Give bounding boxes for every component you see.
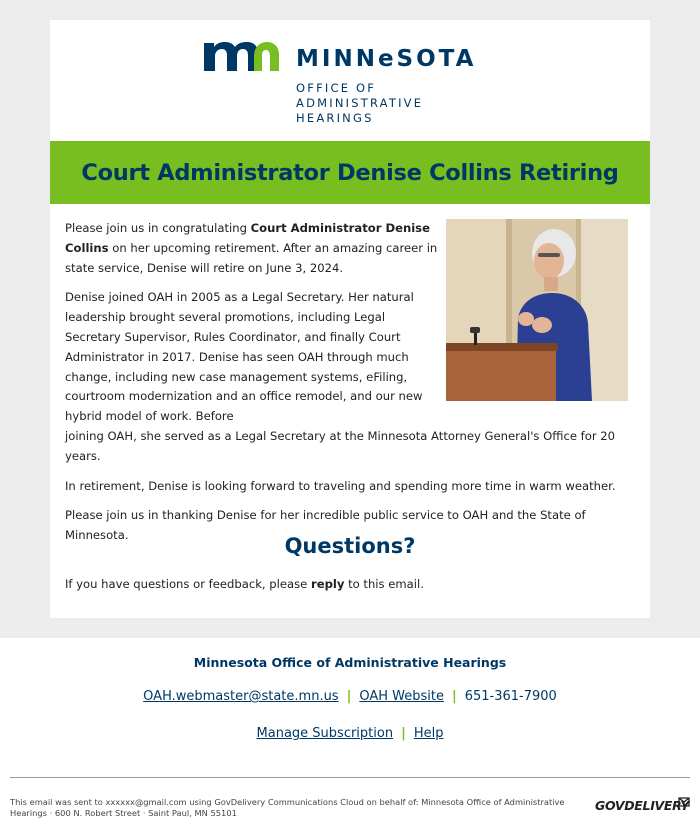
- footer-divider: [10, 777, 690, 778]
- paragraph-thanks: Please join us in thanking Denise for her incredible public service to OAH and the State of Minnesota.: [65, 508, 586, 543]
- questions-text-start: If you have questions or feedback, please: [65, 577, 311, 591]
- manage-subscription-link[interactable]: Manage Subscription: [256, 726, 394, 741]
- govdelivery-logo[interactable]: GOVDELIVERY: [595, 798, 690, 813]
- mn-logo[interactable]: [50, 20, 650, 141]
- logo-subtitle: [296, 81, 423, 126]
- questions-text-end: to this email.: [344, 577, 424, 591]
- paragraph-career: [65, 288, 637, 466]
- logo-sub-line: ADMINISTRATIVE: [296, 96, 424, 110]
- website-link[interactable]: OAH Website: [359, 689, 444, 704]
- career-text-wrapped: Denise joined OAH in 2005 as a Legal Secretary. Her natural leadership brought several promotions, including Legal Secretary Supervisor, Rules Coordinator, and finally Court Administrator in 2017. Denise has seen OAH through much change, including new case management systems, eFiling, courtroom modernization and an office remodel, and our new hybrid model of work. Before: [65, 290, 423, 424]
- email-card: [50, 20, 650, 618]
- logo-sub-line: OFFICE OF: [296, 81, 377, 95]
- page-title: Court Administrator Denise Collins Retiring: [81, 159, 619, 186]
- footer-subscription-links: [0, 726, 700, 741]
- intro-text-end: on her upcoming retirement. After an amazing career in state service, Denise will retire on June 3, 2024.: [65, 240, 438, 275]
- intro-text: Please join us in congratulating: [65, 221, 251, 235]
- paragraph-intro: [65, 219, 441, 278]
- title-banner: [50, 141, 650, 204]
- article-body: [65, 219, 637, 556]
- email-link[interactable]: OAH.webmaster@state.mn.us: [143, 689, 339, 704]
- questions-heading: Questions?: [284, 534, 416, 558]
- help-link[interactable]: Help: [413, 726, 444, 741]
- questions-text: [65, 575, 625, 593]
- footer-disclaimer: This email was sent to xxxxxx@gmail.com using GovDelivery Communications Cloud on behalf of: Minnesota Office of Administrative Hearings · 600 N. Robert Street · Saint Paul, MN 55101: [10, 797, 565, 818]
- separator: |: [451, 689, 457, 704]
- footer: [0, 638, 700, 830]
- phone-number: 651-361-7900: [464, 689, 557, 704]
- logo-title: MINNeSOTA: [296, 46, 477, 72]
- questions-reply-word: reply: [310, 577, 345, 591]
- separator: |: [346, 689, 352, 704]
- intro-bold-name: Court Administrator Denise Collins: [65, 221, 430, 255]
- logo-sub-line: HEARINGS: [296, 111, 374, 125]
- govdelivery-envelope-icon: [678, 797, 690, 807]
- separator: |: [401, 726, 406, 741]
- footer-org-name: Minnesota Office of Administrative Hearings: [193, 655, 507, 670]
- paragraph-retirement: In retirement, Denise is looking forward to traveling and spending more time in warm weather.: [65, 478, 616, 493]
- mn-logo-mark-icon: [202, 39, 280, 72]
- footer-contact-links: [0, 689, 700, 704]
- career-text-end: joining OAH, she served as a Legal Secretary at the Minnesota Attorney General's Office for 20 years.: [65, 428, 616, 463]
